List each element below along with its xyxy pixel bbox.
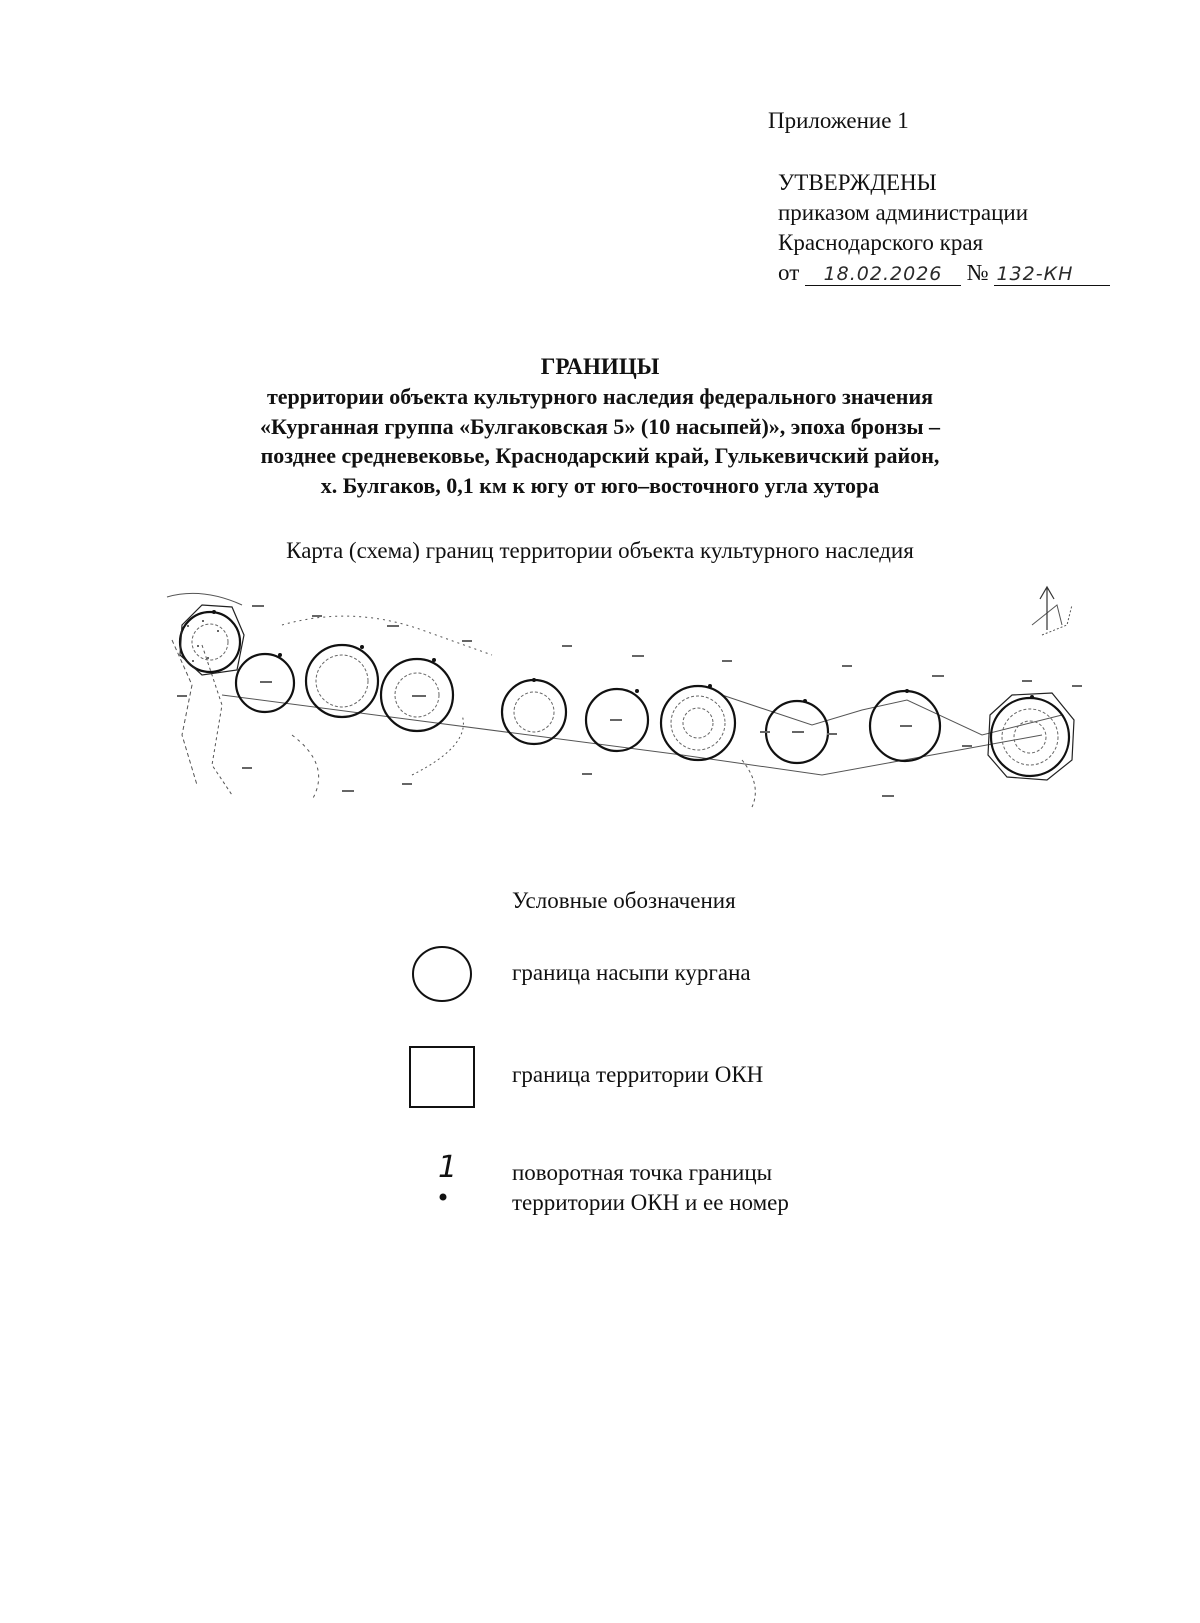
appendix-label: Приложение 1 [768, 108, 909, 133]
square-icon [408, 1045, 476, 1109]
approved-line-1: приказом администрации [778, 200, 1029, 225]
mound-7 [661, 686, 735, 760]
map-caption: Карта (схема) границ территории объекта культурного наследия [286, 538, 914, 563]
from-label: от [778, 260, 800, 285]
order-date: 18.02.2026 [805, 263, 961, 286]
mound-boundaries [180, 612, 1069, 776]
legend-text-mound: граница насыпи кургана [512, 960, 751, 985]
mound-3 [306, 645, 378, 717]
point-icon [438, 1150, 457, 1185]
title-line-3: позднее средневековье, Краснодарский край, Гулькевичский район, [260, 443, 940, 468]
legend-text-point: поворотная точка границы территории ОКН и ее номер [512, 1160, 789, 1215]
title-line-2: «Курганная группа «Булгаковская 5» (10 насыпей)», эпоха бронзы – [259, 413, 941, 439]
mound-inner-contours [192, 624, 1058, 765]
boundary-map [162, 585, 1122, 810]
approved-line-2: Краснодарского края [778, 230, 984, 255]
legend-text-territory: граница территории ОКН [512, 1062, 764, 1087]
approval-block [778, 168, 1110, 288]
title-line-1: территории объекта культурного наследия федерального значения [266, 384, 934, 409]
point-sample-number: 1 [438, 1150, 458, 1185]
title-main: ГРАНИЦЫ [540, 354, 660, 379]
circle-icon [410, 944, 474, 1004]
order-number: 132-КН [994, 263, 1110, 286]
point-dot-icon [438, 1192, 448, 1202]
document-title [0, 352, 1200, 500]
approved-heading: УТВЕРЖДЕНЫ [778, 170, 937, 195]
number-label: № [966, 260, 989, 285]
order-reference [778, 258, 1110, 288]
mound-5 [502, 680, 566, 744]
title-line-4: х. Булгаков, 0,1 км к югу от юго–восточного угла хутора [320, 472, 880, 498]
legend-title: Условные обозначения [512, 888, 736, 913]
map-linework [167, 590, 1072, 807]
